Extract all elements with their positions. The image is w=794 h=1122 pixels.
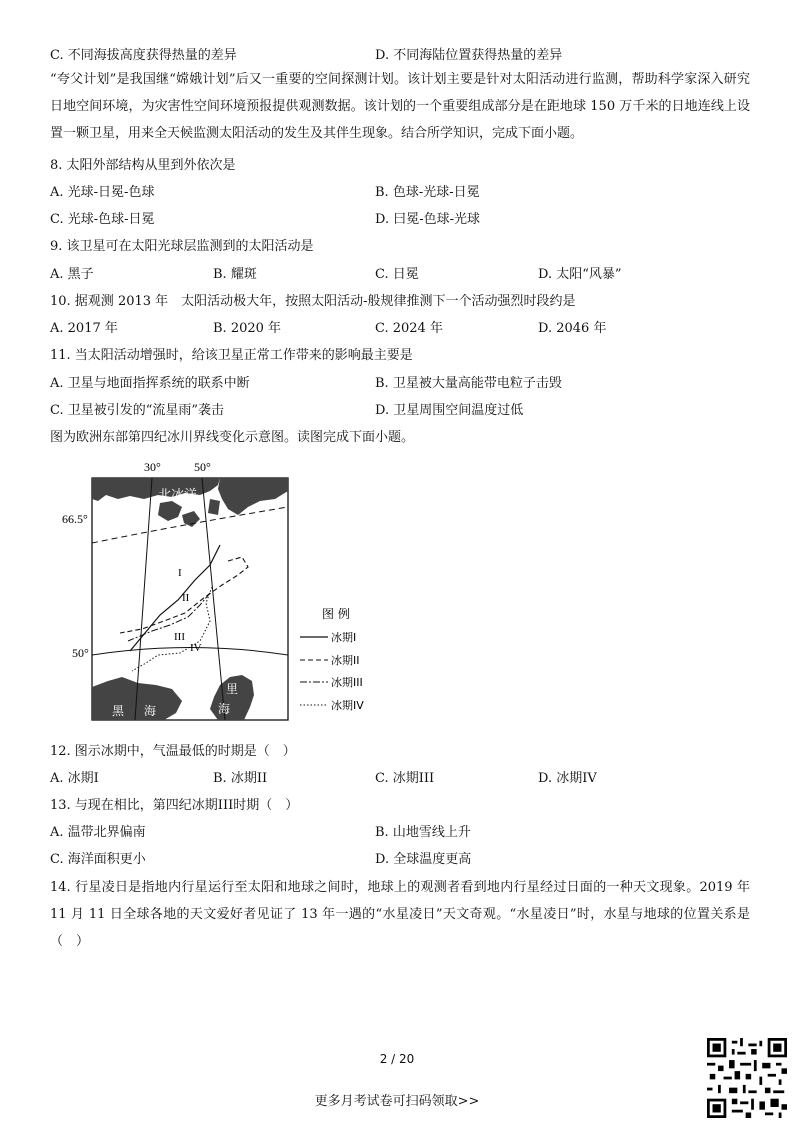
page-number: 2 / 20 (379, 1052, 415, 1066)
q8-option-d: D. 曰冕-色球-光球 (375, 212, 481, 227)
lon-50-label: 50° (194, 460, 211, 474)
legend-title: 图 例 (322, 607, 350, 621)
lon-30-label: 30° (144, 460, 161, 474)
q9-option-d: D. 太阳“风暴” (538, 267, 622, 282)
q11-option-c: C. 卫星被引发的“流星雨”袭击 (50, 403, 225, 418)
q13-option-a: A. 温带北界偏南 (50, 825, 146, 840)
passage-kuafu: “夸父计划”是我国继“嫦娥计划”后又一重要的空间探测计划。该计划主要是针对太阳活动进行监测，帮助科学家深入研究日地空间环境，为灾害性空间环境预报提供观测数据。该计划的一个重要组成部分是在距地球 150 万千米的日地连线上设置一颗卫星，用来全天候监测太阳活动的发生及其伴生现象。结合所学知识，完成下面小题。 (50, 72, 750, 141)
q11-option-a: A. 卫星与地面指挥系统的联系中断 (50, 376, 250, 391)
q12-stem: 12. 图示冰期中，气温最低的时期是（ ） (50, 744, 296, 759)
q8-stem: 8. 太阳外部结构从里到外依次是 (50, 158, 236, 173)
q9-option-c: C. 日冕 (375, 267, 419, 282)
zone-iv-label: IV (190, 642, 202, 654)
arctic-ocean-label: 北冰洋 (158, 488, 198, 503)
q11-stem: 11. 当太阳活动增强时，给该卫星正常工作带来的影响最主要是 (50, 348, 413, 363)
q13-option-b: B. 山地雪线上升 (375, 825, 471, 840)
q10-option-c: C. 2024 年 (375, 321, 443, 336)
q13-stem: 13. 与现在相比，第四纪冰期III时期（ ） (50, 798, 299, 813)
q13-option-c: C. 海洋面积更小 (50, 852, 146, 867)
lat-66-label: 66.5° (62, 512, 88, 526)
caspian-label-1: 里 (226, 682, 239, 696)
q8-option-c: C. 光球-色球-日冕 (50, 212, 155, 227)
glacier-boundary-map (60, 455, 390, 727)
q10-option-d: D. 2046 年 (538, 321, 607, 336)
legend-label-i: 冰期I (331, 631, 357, 644)
qr-code-icon[interactable] (706, 1038, 788, 1118)
q11-option-d: D. 卫星周围空间温度过低 (375, 403, 524, 418)
q14-stem: 14. 行星凌日是指地内行星运行至太阳和地球之间时，地球上的观测者看到地内行星经过日面的一种天文现象。2019 年 11 月 11 日全球各地的天文爱好者见证了 13 年一遇的“水星凌日”天文奇观。“水星凌日”时，水星与地球的位置关系是（ ） (50, 880, 750, 949)
zone-ii-label: II (182, 592, 190, 604)
q8-option-b: B. 色球-光球-日冕 (375, 185, 480, 200)
lat-50-label: 50° (72, 646, 89, 660)
q10-option-b: B. 2020 年 (213, 321, 282, 336)
peninsula-patch (208, 499, 220, 515)
black-sea-label-1: 黑 (112, 704, 125, 718)
q8-option-a: A. 光球-日冕-色球 (50, 185, 155, 200)
legend-label-ii: 冰期II (331, 654, 360, 667)
q12-option-c: C. 冰期III (375, 771, 435, 786)
q12-option-d: D. 冰期IV (538, 771, 597, 786)
q12-option-b: B. 冰期II (213, 771, 268, 786)
caspian-label-2: 海 (218, 702, 231, 716)
passage-glacier-map: 图为欧洲东部第四纪冰川界线变化示意图。读图完成下面小题。 (50, 430, 415, 445)
legend-label-iii: 冰期III (331, 676, 363, 689)
q12-option-a: A. 冰期I (50, 771, 99, 786)
q9-option-a: A. 黑子 (50, 267, 94, 282)
q11-option-b: B. 卫星被大量高能带电粒子击毁 (375, 376, 562, 391)
legend-label-iv: 冰期IV (331, 699, 364, 712)
zone-iii-label: III (174, 631, 185, 643)
zone-i-label: I (178, 567, 182, 579)
q10-option-a: A. 2017 年 (50, 321, 118, 336)
footer-promo-text: 更多月考试卷可扫码领取>> (314, 1094, 480, 1109)
q13-option-d: D. 全球温度更高 (375, 852, 472, 867)
black-sea-label-2: 海 (144, 704, 157, 718)
q9-stem: 9. 该卫星可在太阳光球层监测到的太阳活动是 (50, 239, 314, 254)
q7-option-c: C. 不同海拔高度获得热量的差异 (50, 48, 237, 63)
q10-stem: 10. 据观测 2013 年 太阳活动极大年，按照太阳活动-般规律推测下一个活动强烈时段约是 (50, 294, 576, 309)
q9-option-b: B. 耀斑 (213, 267, 257, 282)
q7-option-d: D. 不同海陆位置获得热量的差异 (375, 48, 563, 63)
